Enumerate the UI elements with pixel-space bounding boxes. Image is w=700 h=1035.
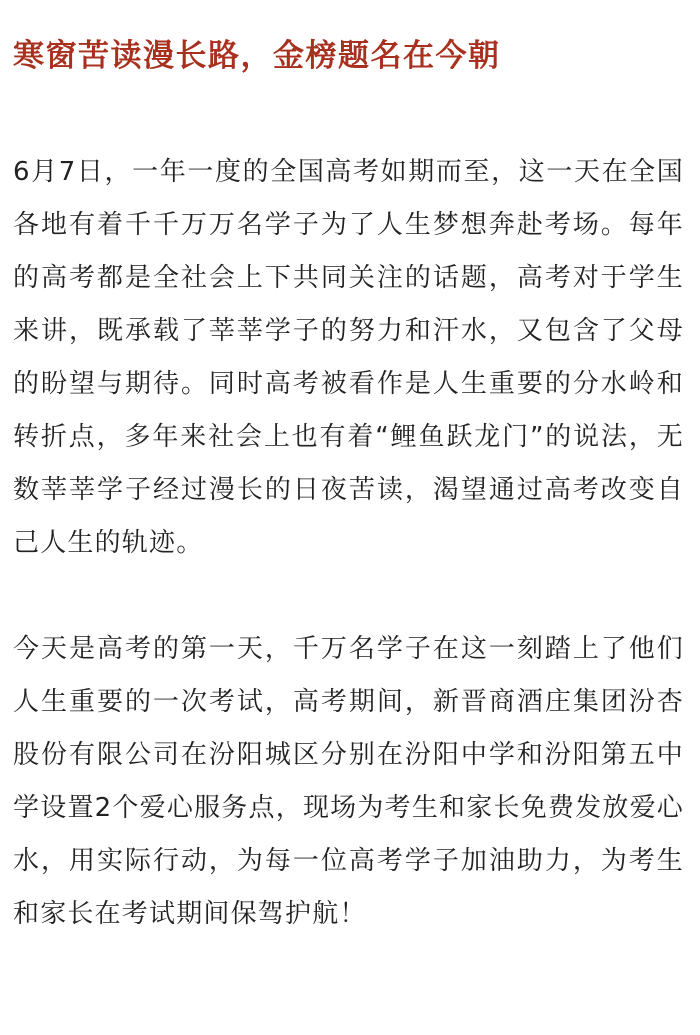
article-paragraph-2: 今天是高考的第一天，千万名学子在这一刻踏上了他们人生重要的一次考试，高考期间，新晋商酒庄集团汾杏股份有限公司在汾阳城区分别在汾阳中学和汾阳第五中学设置2个爱心服务点，现场为考生和家长免费发放爱心水，用实际行动，为每一位高考学子加油助力，为考生和家长在考试期间保驾护航！ bbox=[13, 634, 684, 929]
article-title: 寒窗苦读漫长路，金榜题名在今朝 bbox=[13, 38, 501, 74]
article-body bbox=[13, 146, 684, 941]
article-paragraph-1: 6月7日，一年一度的全国高考如期而至，这一天在全国各地有着千千万万名学子为了人生梦想奔赴考场。每年的高考都是全社会上下共同关注的话题，高考对于学生来讲，既承载了莘莘学子的努力和汗水，又包含了父母的盼望与期待。同时高考被看作是人生重要的分水岭和转折点，多年来社会上也有着“鲤鱼跃龙门”的说法，无数莘莘学子经过漫长的日夜苦读，渴望通过高考改变自己人生的轨迹。 bbox=[13, 157, 684, 558]
